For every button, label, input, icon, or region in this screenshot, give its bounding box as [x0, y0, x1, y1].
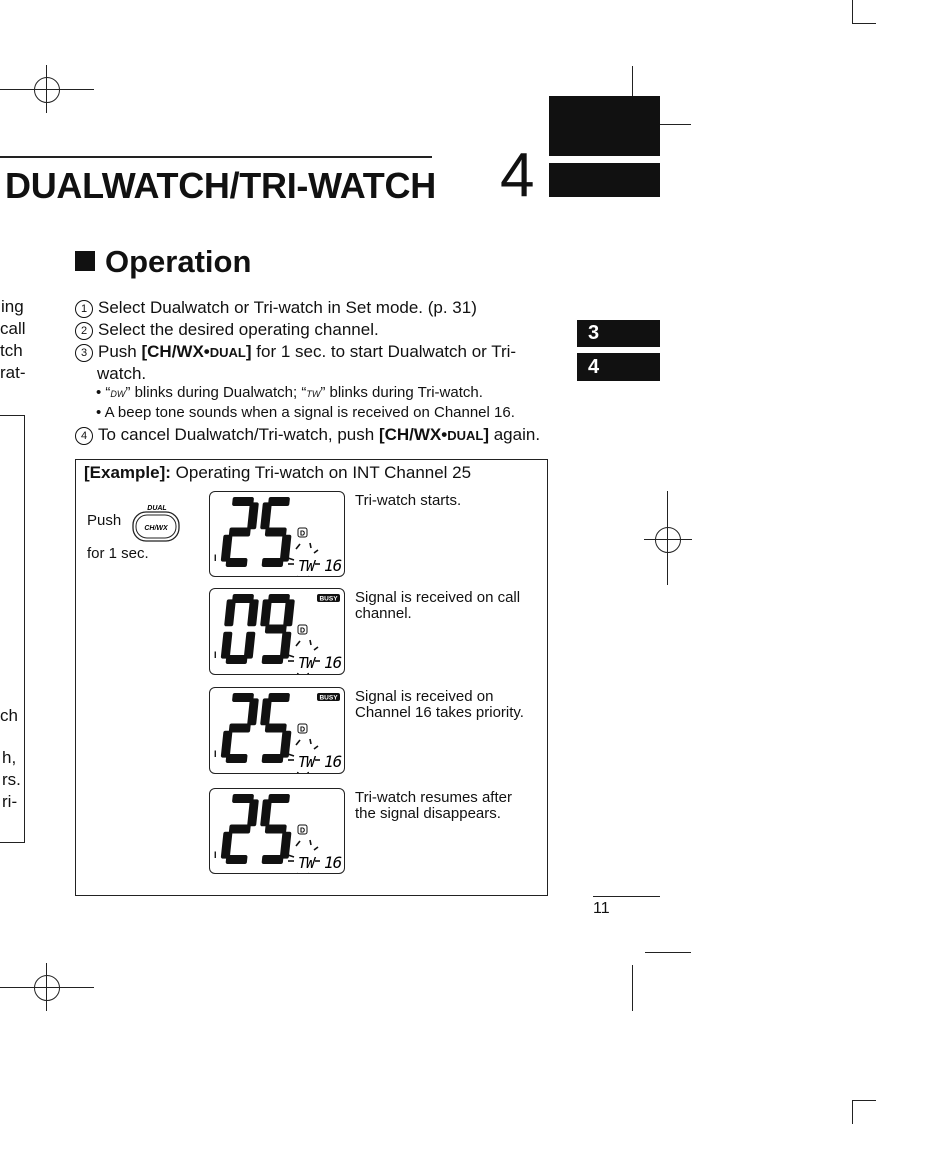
- blink-mark: [314, 550, 318, 553]
- blink-mark: [310, 543, 311, 548]
- crop-mark: [645, 952, 691, 953]
- lcd-segment: [226, 558, 248, 567]
- lcd-segment: [244, 632, 256, 659]
- blink-mark: [296, 544, 300, 549]
- registration-mark: [34, 77, 60, 103]
- blink-mark: [314, 847, 318, 850]
- display-caption: Tri-watch starts.: [355, 492, 462, 509]
- step-number: 2: [75, 322, 93, 340]
- lcd-segment: [260, 698, 272, 725]
- blink-mark: [314, 746, 318, 749]
- margin-box-top: [0, 415, 25, 416]
- lcd-segment: [226, 754, 248, 763]
- margin-fragment: ch: [0, 706, 18, 725]
- blink-mark: [310, 640, 311, 645]
- square-bullet-icon: [75, 251, 95, 271]
- lcd-segment: [265, 625, 287, 634]
- blink-mark: [314, 647, 318, 650]
- key-label: [CH/WX•DUAL]: [141, 342, 252, 361]
- blink-mark: [288, 655, 294, 657]
- step-number: 4: [75, 427, 93, 445]
- dw-indicator-icon: DW: [110, 389, 126, 399]
- lcd-segment: [280, 731, 292, 758]
- blink-mark: [296, 841, 300, 846]
- svg-text:CH/WX: CH/WX: [144, 525, 168, 532]
- step-2: 2 Select the desired operating channel.: [75, 319, 379, 341]
- margin-fragment: tch: [0, 341, 23, 360]
- display-caption: Tri-watch resumes after the signal disappears.: [355, 789, 512, 822]
- int-indicator: I: [214, 553, 217, 563]
- margin-fragment: call: [0, 319, 26, 338]
- lcd-segment: [280, 632, 292, 659]
- tw-indicator: TW: [298, 557, 315, 575]
- lcd-segment: [221, 731, 233, 758]
- step-4: 4 To cancel Dualwatch/Tri-watch, push [CH/WX•DUAL] again.: [75, 424, 540, 447]
- crop-mark: [852, 1100, 853, 1124]
- margin-box-side: [24, 415, 25, 843]
- blink-mark: [288, 855, 294, 857]
- sub-channel-indicator: 16: [324, 556, 342, 575]
- step-3-continuation: watch.: [97, 364, 147, 383]
- tw-indicator-icon: TW: [306, 389, 321, 399]
- display-caption: Signal is received on Channel 16 takes priority.: [355, 688, 524, 721]
- lcd-segment: [221, 535, 233, 562]
- margin-fragment: rat-: [0, 363, 26, 382]
- lcd-segment: [224, 599, 236, 626]
- duplex-indicator: D: [299, 627, 306, 635]
- chapter-number: 4: [500, 141, 535, 210]
- step-number: 3: [75, 344, 93, 362]
- lcd-display: [209, 491, 345, 577]
- example-title: [Example]: Operating Tri-watch on INT Channel 25: [84, 463, 472, 482]
- tw-indicator: TW: [298, 654, 315, 672]
- section-heading: [75, 244, 251, 280]
- lcd-display: [209, 687, 345, 774]
- lcd-segment: [260, 502, 272, 529]
- lcd-segment: [262, 855, 284, 864]
- crop-mark: [852, 23, 876, 24]
- duration-label: for 1 sec.: [87, 545, 149, 562]
- registration-mark: [655, 527, 681, 553]
- ch-wx-button-icon: [131, 503, 181, 543]
- margin-fragment: rs.: [2, 770, 21, 789]
- blink-mark: [288, 558, 294, 560]
- section-title: Operation: [105, 244, 252, 279]
- title-rule: [0, 156, 432, 158]
- bullet-blink-icons: • “DW” blinks during Dualwatch; “TW” blinks during Tri-watch.: [96, 384, 483, 401]
- lcd-segment: [229, 528, 251, 537]
- step-number: 1: [75, 300, 93, 318]
- page-number: 11: [593, 900, 610, 917]
- tw-indicator: TW: [298, 753, 315, 771]
- blink-mark: [310, 739, 311, 744]
- crop-mark: [852, 0, 853, 24]
- sub-channel-indicator: 16: [324, 853, 342, 872]
- lcd-display: [209, 588, 345, 675]
- margin-fragment: h,: [2, 748, 17, 767]
- margin-box-bottom: [0, 842, 25, 843]
- duplex-indicator: D: [299, 726, 306, 734]
- blink-mark: [288, 754, 294, 756]
- blink-mark: [297, 673, 298, 674]
- blink-mark: [296, 740, 300, 745]
- svg-text:DUAL: DUAL: [147, 505, 167, 512]
- lcd-segment: [260, 599, 272, 626]
- crop-mark: [632, 965, 633, 1011]
- lcd-segment: [221, 632, 233, 659]
- busy-indicator: BUSY: [319, 694, 338, 702]
- lcd-segment: [247, 799, 259, 826]
- lcd-segment: [262, 655, 284, 664]
- sub-channel-indicator: 16: [324, 752, 342, 771]
- blink-mark: [310, 840, 311, 845]
- side-tab-3: 3: [577, 320, 660, 347]
- margin-fragment: ri-: [2, 792, 18, 811]
- lcd-segment: [221, 832, 233, 859]
- duplex-indicator: D: [299, 827, 306, 835]
- lcd-segment: [247, 502, 259, 529]
- lcd-segment: [280, 832, 292, 859]
- display-caption: Signal is received on call channel.: [355, 589, 521, 622]
- lcd-segment: [229, 724, 251, 733]
- lcd-segment: [229, 825, 251, 834]
- step-1: 1 Select Dualwatch or Tri-watch in Set mode. (p. 31): [75, 297, 477, 319]
- lcd-segment: [247, 599, 259, 626]
- side-tab-4: 4: [577, 353, 660, 381]
- key-label: [CH/WX•DUAL]: [378, 425, 489, 444]
- lcd-segment: [262, 558, 284, 567]
- chapter-block-top: [549, 96, 660, 156]
- lcd-segment: [247, 698, 259, 725]
- registration-mark: [34, 975, 60, 1001]
- lcd-display: [209, 788, 345, 874]
- bullet-beep: • A beep tone sounds when a signal is received on Channel 16.: [96, 404, 515, 421]
- blink-mark: [297, 772, 298, 773]
- int-indicator: I: [214, 749, 217, 759]
- busy-indicator: BUSY: [319, 595, 338, 603]
- lcd-segment: [226, 855, 248, 864]
- int-indicator: I: [214, 650, 217, 660]
- push-label: Push: [87, 512, 122, 529]
- blink-mark: [308, 772, 309, 773]
- lcd-segment: [283, 599, 295, 626]
- chapter-block-bottom: [549, 163, 660, 197]
- chapter-title: DUALWATCH/TRI-WATCH: [5, 165, 436, 206]
- margin-fragment: ing: [1, 297, 24, 316]
- lcd-segment: [260, 799, 272, 826]
- sub-channel-indicator: 16: [324, 653, 342, 672]
- crop-mark: [852, 1100, 876, 1101]
- duplex-indicator: D: [299, 530, 306, 538]
- page-number-rule: [593, 896, 660, 897]
- lcd-segment: [280, 535, 292, 562]
- int-indicator: I: [214, 850, 217, 860]
- blink-mark: [296, 641, 300, 646]
- step-3: 3 Push [CH/WX•DUAL] for 1 sec. to start Dualwatch or Tri-: [75, 341, 516, 364]
- blink-mark: [308, 673, 309, 674]
- lcd-segment: [262, 754, 284, 763]
- tw-indicator: TW: [298, 854, 315, 872]
